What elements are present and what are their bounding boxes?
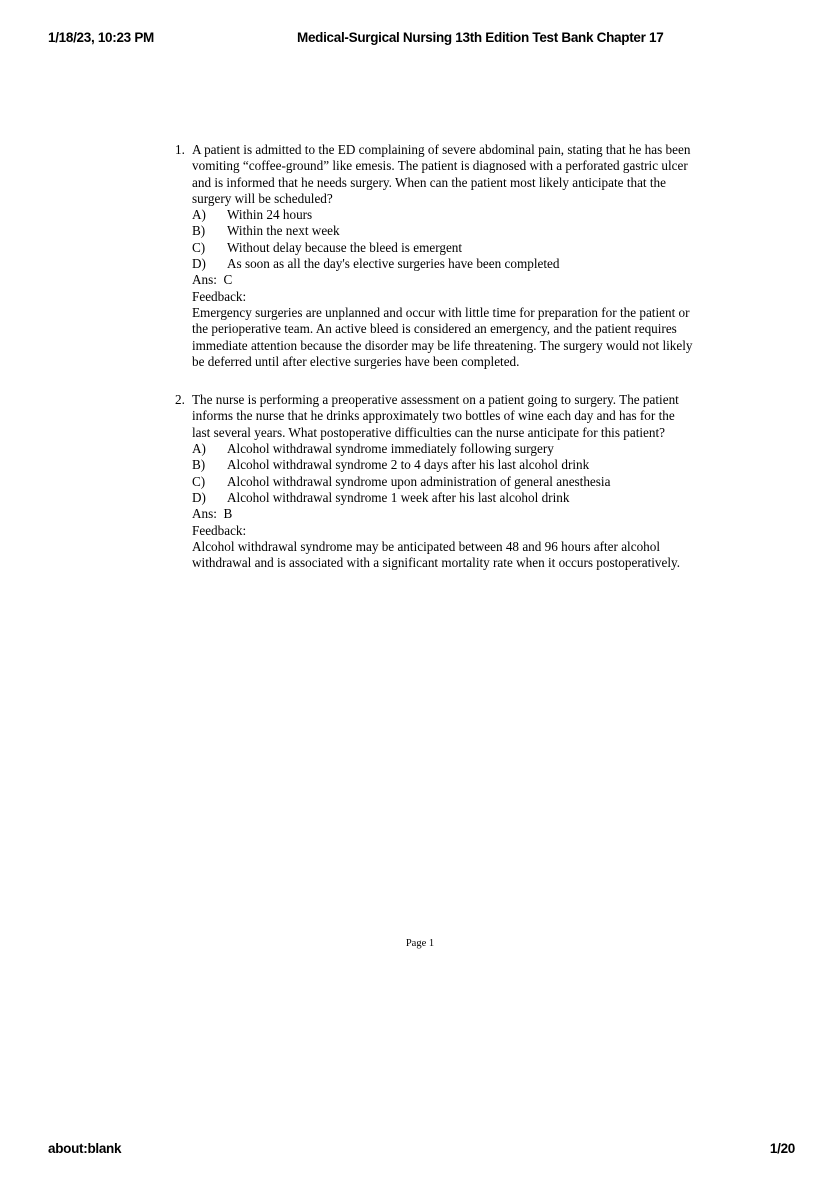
answer-line: Ans: C bbox=[192, 272, 233, 288]
option-text: Without delay because the bleed is emergent bbox=[227, 239, 463, 255]
feedback-label: Feedback: bbox=[192, 288, 247, 304]
question-stem-row bbox=[175, 392, 695, 441]
option-text: Within 24 hours bbox=[227, 207, 313, 223]
feedback-label: Feedback: bbox=[192, 522, 247, 538]
print-header-title: Medical-Surgical Nursing 13th Edition Test Bank Chapter 17 bbox=[297, 30, 664, 45]
answer-line: Ans: B bbox=[192, 506, 233, 522]
question-block bbox=[175, 142, 695, 370]
option-row[interactable] bbox=[192, 474, 695, 490]
option-row[interactable] bbox=[192, 256, 695, 272]
question-stem-row bbox=[175, 142, 695, 207]
question-number: 1. bbox=[175, 142, 185, 157]
option-letter: D) bbox=[192, 489, 206, 505]
question-block bbox=[175, 392, 695, 571]
print-footer-url: about:blank bbox=[48, 1141, 122, 1156]
option-letter: D) bbox=[192, 256, 206, 272]
option-row[interactable] bbox=[192, 240, 695, 256]
option-letter: B) bbox=[192, 223, 206, 239]
option-letter: A) bbox=[192, 441, 206, 457]
feedback-text: Alcohol withdrawal syndrome may be anticipated between 48 and 96 hours after alcohol withdrawal and is associated with a significant mortality rate when it occurs postoperatively. bbox=[192, 538, 681, 571]
browser-print-footer bbox=[0, 1141, 840, 1161]
question-stem: The nurse is performing a preoperative assessment on a patient going to surgery. The patient informs the nurse that he drinks approximately two bottles of wine each day and has for the last several years. What postoperative difficulties can the nurse anticipate for this patient? bbox=[192, 392, 679, 440]
option-letter: A) bbox=[192, 207, 206, 223]
option-row[interactable] bbox=[192, 490, 695, 506]
option-list bbox=[192, 207, 695, 272]
option-row[interactable] bbox=[192, 207, 695, 223]
option-text: Alcohol withdrawal syndrome immediately following surgery bbox=[227, 441, 554, 457]
option-letter: C) bbox=[192, 239, 206, 255]
feedback-text: Emergency surgeries are unplanned and occur with little time for preparation for the patient or the perioperative team. An active bleed is considered an emergency, and the patient requires immediate attention because the disorder may be life threatening. The surgery would not likely be deferred until after elective surgeries have been completed. bbox=[192, 304, 693, 369]
option-text: Alcohol withdrawal syndrome 1 week after his last alcohol drink bbox=[227, 489, 570, 505]
option-text: Alcohol withdrawal syndrome upon administration of general anesthesia bbox=[227, 473, 611, 489]
option-letter: C) bbox=[192, 473, 206, 489]
question-list bbox=[175, 142, 695, 593]
option-letter: B) bbox=[192, 457, 206, 473]
question-stem: A patient is admitted to the ED complaining of severe abdominal pain, stating that he has been vomiting “coffee-ground” like emesis. The patient is diagnosed with a perforated gastric ulcer and is informed that he needs surgery. When can the patient most likely anticipate that the surgery will be scheduled? bbox=[192, 142, 691, 206]
question-number: 2. bbox=[175, 392, 185, 408]
option-row[interactable] bbox=[192, 223, 695, 239]
option-text: As soon as all the day's elective surgeries have been completed bbox=[227, 256, 560, 272]
print-header-date: 1/18/23, 10:23 PM bbox=[48, 30, 154, 45]
option-row[interactable] bbox=[192, 457, 695, 473]
page-number: Page 1 bbox=[405, 938, 435, 949]
option-list bbox=[192, 441, 695, 506]
option-text: Alcohol withdrawal syndrome 2 to 4 days after his last alcohol drink bbox=[227, 457, 590, 473]
print-footer-page-count: 1/20 bbox=[769, 1141, 795, 1156]
option-row[interactable] bbox=[192, 441, 695, 457]
option-text: Within the next week bbox=[227, 223, 340, 239]
